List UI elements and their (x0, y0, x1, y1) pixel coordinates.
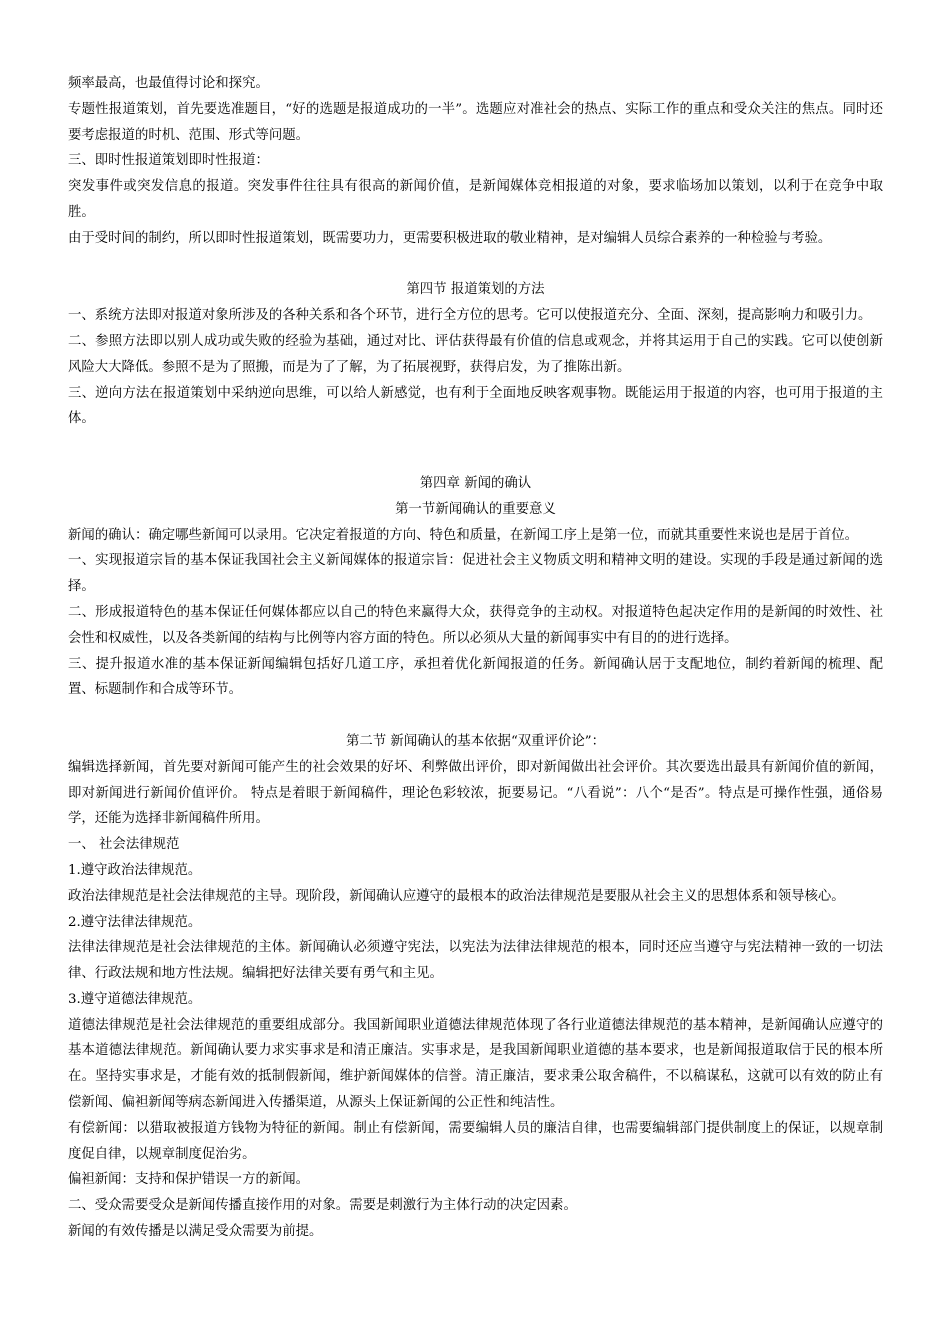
document-page (68, 71, 883, 1245)
spacer (68, 432, 883, 458)
section-heading: 第一节新闻确认的重要意义 (395, 501, 556, 517)
paragraph: 新闻的确认：确定哪些新闻可以录用。它决定着报道的方向、特色和质量，在新闻工序上是第一位，而就其重要性来说也是居于首位。 (68, 527, 859, 543)
paragraph: 二、形成报道特色的基本保证任何媒体都应以自己的特色来赢得大众，获得竞争的主动权。对报道特色起决定作用的是新闻的时效性、社会性和权威性，以及各类新闻的结构与比例等内容方面的特色。所以必须从大量的新闻事实中有目的的进行选择。 (68, 604, 883, 646)
paragraph: 一、 社会法律规范 (68, 837, 180, 853)
paragraph: 突发事件或突发信息的报道。突发事件往往具有很高的新闻价值，是新闻媒体竞相报道的对象，要求临场加以策划，以利于在竞争中取胜。 (68, 179, 883, 220)
paragraph: 一、实现报道宗旨的基本保证我国社会主义新闻媒体的报道宗旨：促进社会主义物质文明和精神文明的建设。实现的手段是通过新闻的选择。 (68, 553, 883, 595)
paragraph: 1.遵守政治法律规范。 (68, 862, 202, 878)
paragraph: 专题性报道策划，首先要选准题目，“好的选题是报道成功的一半”。选题应对准社会的热点、实际工作的重点和受众关注的焦点。同时还要考虑报道的时机、范围、形式等问题。 (68, 101, 883, 143)
section-heading: 第四节 报道策划的方法 (406, 282, 545, 298)
paragraph: 一、系统方法即对报道对象所涉及的各种关系和各个环节，进行全方位的思考。它可以使报道充分、全面、深刻，提高影响力和吸引力。 (68, 308, 872, 324)
paragraph: 三、逆向方法在报道策划中采纳逆向思维，可以给人新感觉，也有利于全面地反映客观事物。既能运用于报道的内容，也可用于报道的主体。 (68, 385, 883, 427)
chapter-heading: 第四章 新闻的确认 (419, 475, 532, 491)
paragraph: 3.遵守道德法律规范。 (68, 991, 202, 1007)
paragraph: 三、提升报道水准的基本保证新闻编辑包括好几道工序，承担着优化新闻报道的任务。新闻确认居于支配地位，制约着新闻的梳理、配置、标题制作和合成等环节。 (68, 656, 883, 698)
paragraph: 道德法律规范是社会法律规范的重要组成部分。我国新闻职业道德法律规范体现了各行业道德法律规范的基本精神，是新闻确认应遵守的基本道德法律规范。新闻确认要力求实事求是和清正廉洁。实事求是，是我国新闻职业道德的基本要求，也是新闻报道取信于民的根本所在。坚持实事求是，才能有效的抵制假新闻，维护新闻媒体的信誉。清正廉洁，要求秉公取舍稿件，不以稿谋私，这就可以有效的防止有偿新闻、偏袒新闻等病态新闻进入传播渠道，从源头上保证新闻的公正性和纯洁性。 (68, 1017, 883, 1111)
paragraph: 政治法律规范是社会法律规范的主导。现阶段，新闻确认应遵守的最根本的政治法律规范是要服从社会主义的思想体系和领导核心。 (68, 888, 845, 904)
paragraph: 2.遵守法律法律规范。 (68, 914, 202, 930)
paragraph: 编辑选择新闻，首先要对新闻可能产生的社会效果的好坏、利弊做出评价，即对新闻做出社会评价。其次要选出最具有新闻价值的新闻，即对新闻进行新闻价值评价。 特点是着眼于新闻稿件，理论色彩较浓，扼要易记。“八看说”：八个“是否”。特点是可操作性强，通俗易学，还能为选择非新闻稿件所用。 (68, 759, 883, 827)
paragraph: 偏袒新闻：支持和保护错误一方的新闻。 (68, 1172, 310, 1188)
section-heading: 第二节 新闻确认的基本依据“双重评价论”： (346, 733, 605, 749)
paragraph: 二、受众需要受众是新闻传播直接作用的对象。需要是刺激行为主体行动的决定因素。 (68, 1198, 577, 1214)
spacer (68, 458, 883, 471)
paragraph: 有偿新闻：以猎取被报道方钱物为特征的新闻。制止有偿新闻，需要编辑人员的廉洁自律，也需要编辑部门提供制度上的保证，以规章制度促自律，以规章制度促治劣。 (68, 1120, 883, 1162)
paragraph: 频率最高，也最值得讨论和探究。 (68, 76, 269, 91)
paragraph: 新闻的有效传播是以满足受众需要为前提。 (68, 1224, 323, 1240)
spacer (68, 703, 883, 729)
paragraph: 二、参照方法即以别人成功或失败的经验为基础，通过对比、评估获得最有价值的信息或观念，并将其运用于自己的实践。它可以使创新风险大大降低。参照不是为了照搬，而是为了了解，为了拓展视野，获得启发，为了推陈出新。 (68, 333, 883, 375)
paragraph: 三、即时性报道策划即时性报道： (68, 153, 269, 169)
paragraph: 法律法律规范是社会法律规范的主体。新闻确认必须遵守宪法，以宪法为法律法律规范的根本，同时还应当遵守与宪法精神一致的一切法律、行政法规和地方性法规。编辑把好法律关要有勇气和主见。 (68, 940, 883, 982)
paragraph: 由于受时间的制约，所以即时性报道策划，既需要功力，更需要积极进取的敬业精神，是对编辑人员综合素养的一种检验与考验。 (68, 230, 832, 246)
spacer (68, 252, 883, 278)
